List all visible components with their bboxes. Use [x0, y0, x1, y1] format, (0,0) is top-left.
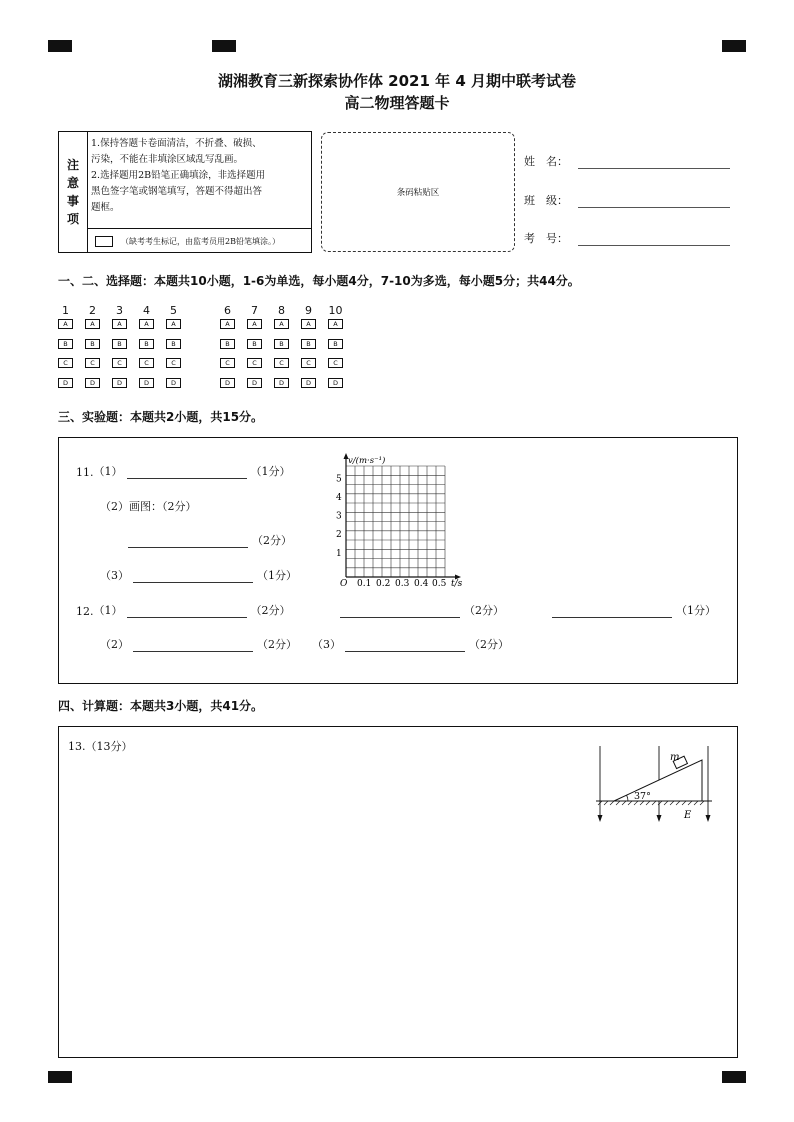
- x-tick-label: 0.1: [357, 579, 372, 588]
- option-bubble[interactable]: A: [85, 319, 100, 329]
- incline: [614, 760, 702, 801]
- q11-part2: （2）画图：（2分）: [100, 500, 197, 513]
- x-tick-label: 0.4: [414, 579, 429, 588]
- notice-text: 1.保持答题卡卷面清洁，不折叠、破损、 污染，不能在非填涂区域乱写乱画。 2.选择题用2B铅笔正确填涂，非选择题用 黑色签字笔或钢笔填写，答题不得超出答 题框。: [91, 138, 266, 213]
- q13-label: 13.（13分）: [68, 740, 133, 753]
- incline-field-diagram: [594, 742, 716, 824]
- option-bubble[interactable]: B: [247, 339, 262, 349]
- answer-blank[interactable]: [552, 605, 672, 618]
- option-bubble[interactable]: C: [139, 358, 154, 368]
- option-bubble[interactable]: C: [58, 358, 73, 368]
- option-bubble[interactable]: D: [301, 378, 316, 388]
- name-input-line[interactable]: [578, 156, 730, 169]
- answer-blank[interactable]: [127, 605, 247, 618]
- absent-mark-row: （缺考考生标记，由监考员用2B铅笔填涂。）: [87, 228, 311, 253]
- field-label: E: [684, 810, 692, 821]
- option-bubble[interactable]: B: [112, 339, 127, 349]
- field-arrow-icon: [706, 815, 711, 822]
- choice-group-6-10: [214, 303, 349, 397]
- notice-heading: 注 意 事 项: [59, 132, 88, 252]
- choice-question: 5 A B C D: [160, 303, 187, 397]
- exam-number-field: 考 号：: [524, 230, 730, 246]
- x-tick-label: 0.2: [376, 579, 391, 588]
- option-bubble[interactable]: A: [247, 319, 262, 329]
- q12-part1-blank2: （2分）: [336, 602, 504, 618]
- q12-part3: （3） （2分）: [312, 638, 509, 651]
- option-bubble[interactable]: A: [301, 319, 316, 329]
- y-axis-label: v/(m·s⁻¹): [348, 456, 386, 466]
- option-bubble[interactable]: C: [85, 358, 100, 368]
- position-mark: [722, 40, 746, 52]
- option-bubble[interactable]: C: [301, 358, 316, 368]
- option-bubble[interactable]: B: [301, 339, 316, 349]
- choice-question: 2 A B C D: [79, 303, 106, 397]
- field-arrow-icon: [598, 815, 603, 822]
- choice-question: 10 A B C D: [328, 304, 343, 387]
- option-bubble[interactable]: A: [112, 319, 127, 329]
- option-bubble[interactable]: B: [166, 339, 181, 349]
- answer-blank[interactable]: [133, 639, 253, 652]
- class-input-line[interactable]: [578, 195, 730, 208]
- choice-group-1-5: [52, 303, 187, 397]
- q12-part1-blank3: （1分）: [548, 602, 716, 618]
- q12-part2: （2） （2分）: [100, 638, 297, 651]
- q12-part1: 12. （1） （2分）: [76, 604, 291, 618]
- q11-part1: 11. （1） （1分）: [76, 465, 291, 479]
- option-bubble[interactable]: D: [328, 378, 343, 388]
- option-bubble[interactable]: B: [139, 339, 154, 349]
- choice-question: 1 A B C D: [52, 303, 79, 397]
- name-field: 姓 名：: [524, 153, 730, 169]
- answer-blank[interactable]: [133, 570, 253, 583]
- q11-part3: （3） （1分）: [100, 569, 297, 582]
- option-bubble[interactable]: D: [112, 378, 127, 388]
- y-tick-label: 4: [336, 493, 342, 503]
- option-bubble[interactable]: D: [166, 378, 181, 388]
- q11-part2-answer: （2分）: [124, 532, 292, 548]
- graph-grid: [346, 466, 445, 577]
- option-bubble[interactable]: C: [166, 358, 181, 368]
- ground-hatching: [598, 801, 704, 805]
- barcode-area: 条码粘贴区: [321, 132, 515, 252]
- mass-label: m: [670, 752, 680, 763]
- position-mark: [48, 40, 72, 52]
- choice-question: 7 A B C D: [241, 303, 268, 397]
- origin-label: O: [340, 579, 348, 588]
- position-mark: [212, 40, 236, 52]
- option-bubble[interactable]: A: [166, 319, 181, 329]
- absent-checkbox[interactable]: [95, 236, 113, 247]
- option-bubble[interactable]: A: [274, 319, 289, 329]
- x-tick-label: 0.5: [432, 579, 447, 588]
- option-bubble[interactable]: C: [274, 358, 289, 368]
- option-bubble[interactable]: D: [247, 378, 262, 388]
- y-tick-label: 5: [336, 474, 342, 485]
- exam-number-input-line[interactable]: [578, 233, 730, 246]
- option-bubble[interactable]: A: [328, 319, 343, 329]
- option-bubble[interactable]: C: [247, 358, 262, 368]
- option-bubble[interactable]: B: [58, 339, 73, 349]
- answer-blank[interactable]: [127, 466, 247, 479]
- answer-blank[interactable]: [128, 535, 248, 548]
- x-tick-label: 0.3: [395, 579, 410, 588]
- choice-question: 6 A B C D: [214, 303, 241, 397]
- option-bubble[interactable]: D: [139, 378, 154, 388]
- answer-blank[interactable]: [340, 605, 460, 618]
- position-mark: [48, 1071, 72, 1083]
- option-bubble[interactable]: A: [139, 319, 154, 329]
- choice-question: 8 A B C D: [268, 303, 295, 397]
- option-bubble[interactable]: B: [328, 339, 343, 349]
- option-bubble[interactable]: C: [112, 358, 127, 368]
- y-tick-label: 2: [336, 530, 342, 540]
- option-bubble[interactable]: D: [220, 378, 235, 388]
- section-calc-heading: 四、计算题：本题共3小题，共41分。: [58, 699, 264, 713]
- y-tick-label: 1: [336, 549, 342, 559]
- option-bubble[interactable]: A: [220, 319, 235, 329]
- answer-sheet-title: 高二物理答题卡: [344, 94, 450, 112]
- option-bubble[interactable]: B: [274, 339, 289, 349]
- option-bubble[interactable]: C: [328, 358, 343, 368]
- choice-question: 3 A B C D: [106, 303, 133, 397]
- velocity-time-graph[interactable]: [328, 452, 474, 588]
- section-experiment-heading: 三、实验题：本题共2小题，共15分。: [58, 410, 264, 424]
- answer-blank[interactable]: [345, 639, 465, 652]
- choice-question: 9 A B C D: [295, 303, 322, 397]
- exam-title: 湖湘教育三新探索协作体 2021 年 4 月期中联考试卷: [217, 72, 577, 90]
- option-bubble[interactable]: B: [220, 339, 235, 349]
- option-bubble[interactable]: D: [274, 378, 289, 388]
- option-bubble[interactable]: B: [85, 339, 100, 349]
- field-arrow-icon: [657, 815, 662, 822]
- option-bubble[interactable]: C: [220, 358, 235, 368]
- notice-box: [58, 131, 312, 253]
- y-tick-label: 3: [336, 511, 342, 522]
- section-choice-heading: 一、二、选择题：本题共10小题，1-6为单选，每小题4分，7-10为多选，每小题5分；共44分。: [58, 274, 580, 288]
- choice-question: 4 A B C D: [133, 303, 160, 397]
- option-bubble[interactable]: D: [58, 378, 73, 388]
- option-bubble[interactable]: D: [85, 378, 100, 388]
- angle-label: 37°: [634, 791, 651, 802]
- x-axis-label: t/s: [451, 579, 463, 588]
- position-mark: [722, 1071, 746, 1083]
- class-field: 班 级：: [524, 192, 730, 208]
- option-bubble[interactable]: A: [58, 319, 73, 329]
